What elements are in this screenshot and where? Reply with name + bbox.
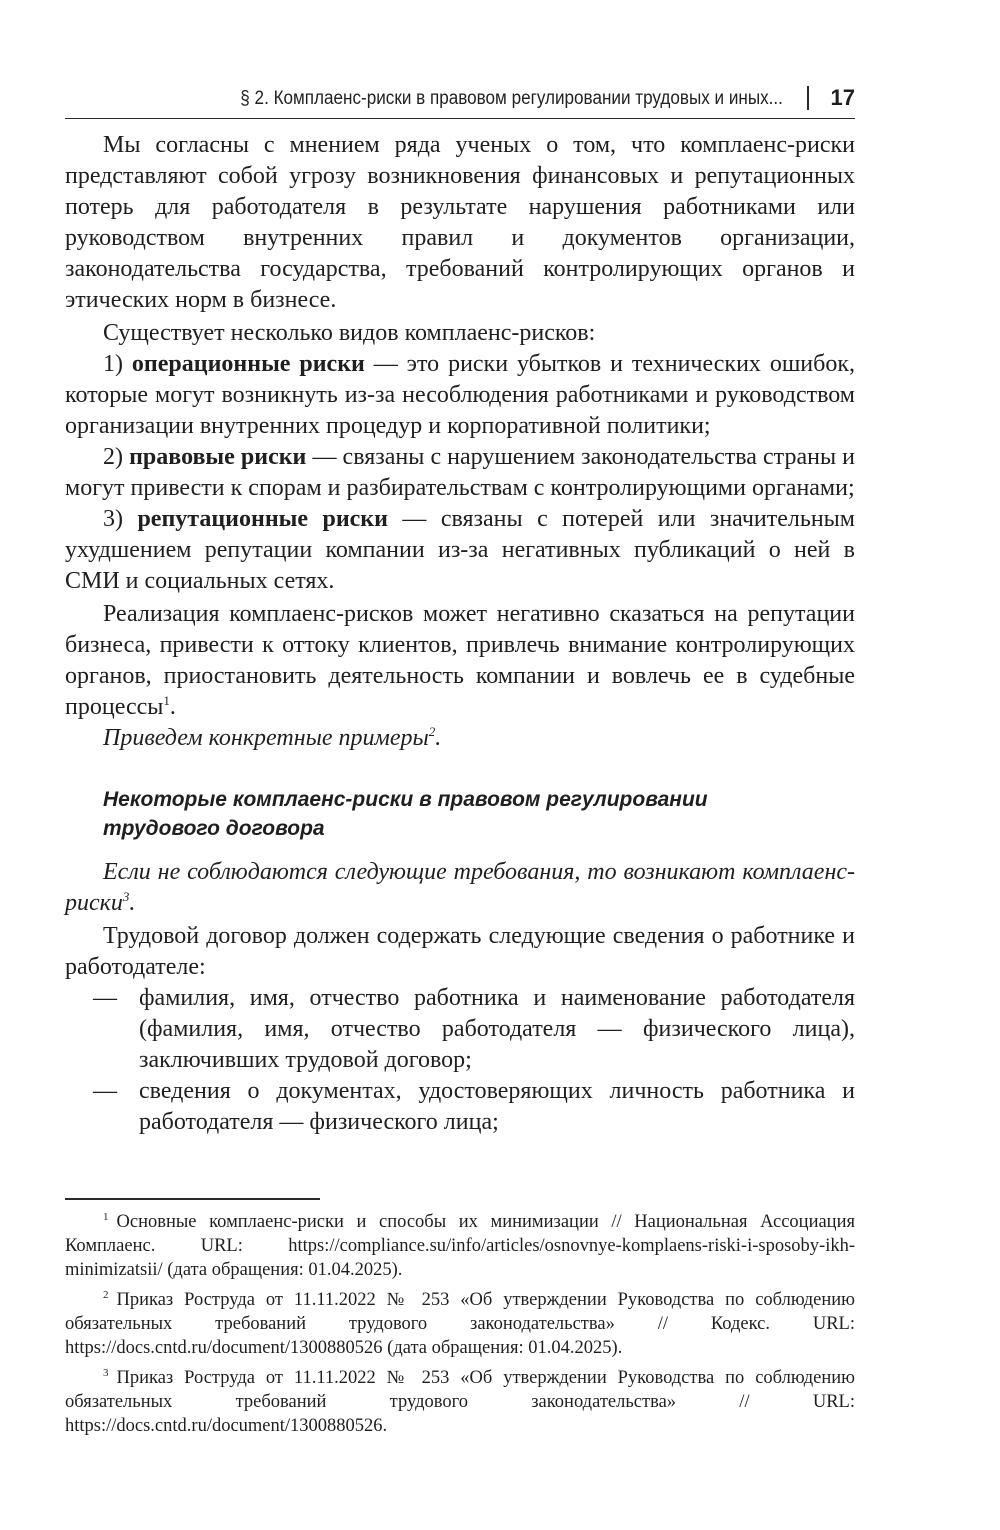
paragraph-6: Трудовой договор должен содержать следующие сведения о работнике и работодателе: [65,923,855,980]
paragraph-1: Мы согласны с мнением ряда ученых о том, что комплаенс-риски представляют собой угрозу возникновения финансовых и репутационных потерь для работодателя в результате нарушения работниками или руководством внутренних правил и документов организации, законодательства государства, требований контролирующих органов и этических норм в бизнесе. [65,132,855,313]
footnote-text: Основные комплаенс-риски и способы их минимизации // Национальная Ассоциация Комплаенс. URL: https://compliance.su/info/articles/osnovnye-komplaens-riski-i-sposoby-ikh-minimizatsii/ (дата обращения: 01.04.2025). [65,1212,855,1280]
list-number: 3) [103,506,123,532]
list-text: — связаны с потерей или значительным ухудшением репутации компании из-за негативных публикаций о ней в СМИ и социальных сетях. [65,506,855,594]
footnote-ref-3[interactable]: 3 [122,889,130,904]
list-term: операционные риски [131,351,365,377]
footnote-3 [65,1366,855,1438]
paragraph-3-text: Реализация комплаенс-рисков может негативно сказаться на репутации бизнеса, привести к оттоку клиентов, привлечь внимание контролирующих органов, приостановить деятельность компании и вовлечь ее в судебные процессы [65,601,855,720]
dash-bullet: — [93,1078,117,1104]
list-item-2 [65,442,855,504]
footnote-text: Приказ Роструда от 11.11.2022 № 253 «Об утверждении Руководства по соблюдению обязательных требований трудового законодательства» // URL: https://docs.cntd.ru/document/1300880526. [65,1368,855,1436]
dash-list-item-2 [65,1076,855,1138]
footnote-ref-2[interactable]: 2 [428,724,436,739]
footnote-1 [65,1210,855,1282]
list-text: — связаны с нарушением законодательства страны и могут привести к спорам и разбирательствам с контролирующими органами; [65,444,856,501]
footnote-number: 2 [103,1288,109,1301]
header-separator [807,86,809,110]
list-text: — это риски убытков и технических ошибок, которые могут возникнуть из-за несоблюдения работниками и руководством организации внутренних процедур и корпоративной политики; [65,351,856,439]
footnotes [65,1210,855,1444]
running-header [65,80,855,119]
list-term: репутационные риски [137,506,388,532]
paragraph-3 [65,599,855,723]
footnote-ref-1[interactable]: 1 [163,693,170,708]
footnote-number: 3 [103,1366,109,1379]
footnote-rule [65,1198,320,1200]
running-title: § 2. Комплаенс-риски в правовом регулировании трудовых и иных... [240,88,783,109]
list-item-3 [65,504,855,597]
main-text [65,130,855,1138]
paragraph-5-text: Если не соблюдаются следующие требования, то возникают комплаенс-риски [65,859,855,916]
page-number: 17 [830,85,855,110]
paragraph-3-end: . [169,694,176,720]
list-number: 2) [103,444,123,470]
list-item-1 [65,349,855,442]
footnote-2 [65,1288,855,1360]
dash-item-text: фамилия, имя, отчество работника и наименование работодателя (фамилия, имя, отчество работодателя — физического лица), заключивших трудовой договор; [139,985,855,1073]
paragraph-4 [65,723,855,754]
dash-bullet: — [93,985,117,1011]
paragraph-5-end: . [129,890,136,916]
dash-item-text: сведения о документах, удостоверяющих личность работника и работодателя — физического лица; [139,1078,855,1135]
list-term: правовые риски [129,444,307,470]
paragraph-4-end: . [435,725,442,751]
footnote-text: Приказ Роструда от 11.11.2022 № 253 «Об утверждении Руководства по соблюдению обязательных требований трудового законодательства» // Кодекс. URL: https://docs.cntd.ru/document/1300880526 (дата обращения: 01.04.2025). [65,1290,855,1358]
paragraph-4-text: Приведем конкретные примеры [103,725,429,751]
dash-list-item-1 [65,983,855,1076]
list-number: 1) [103,351,123,377]
paragraph-5 [65,857,855,919]
section-heading: Некоторые комплаенс-риски в правовом регулировании трудового договора [103,788,708,840]
footnote-number: 1 [103,1210,109,1223]
paragraph-2: Существует несколько видов комплаенс-рисков: [103,320,596,346]
